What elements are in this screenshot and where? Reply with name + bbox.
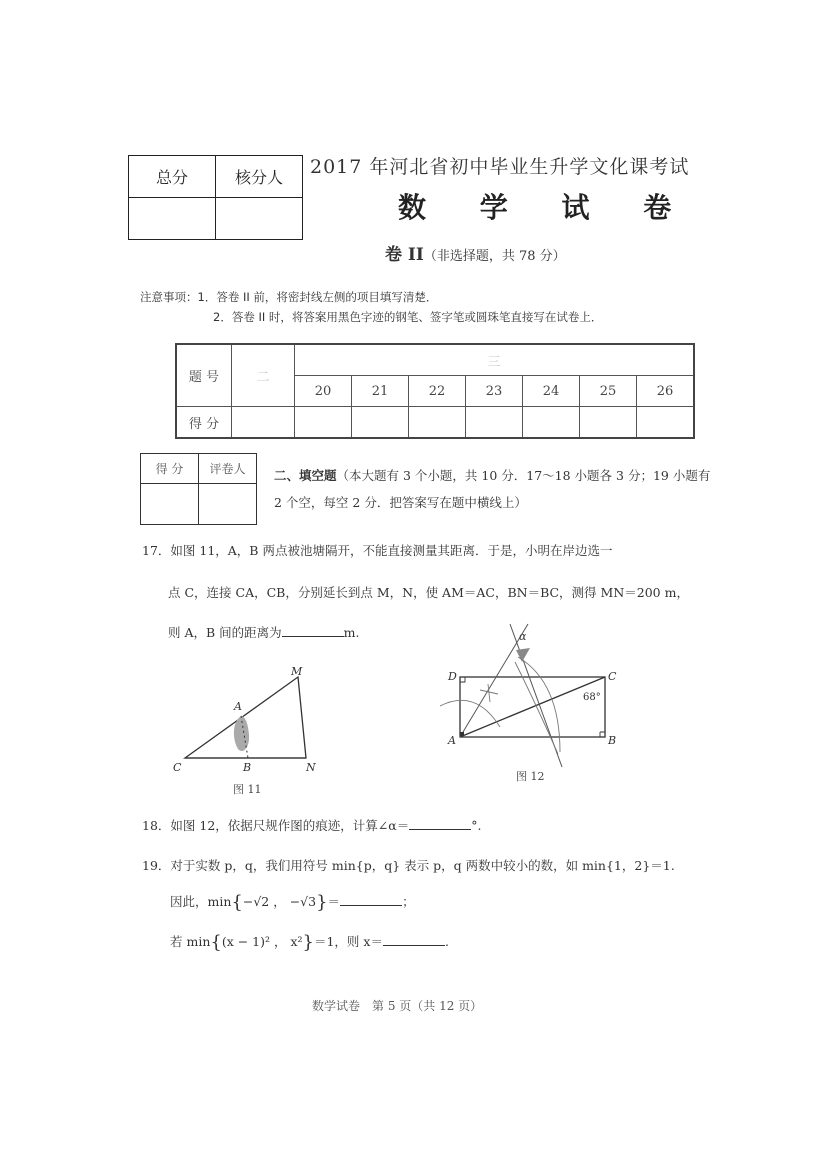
total-score-cell[interactable] bbox=[129, 198, 216, 240]
figure-11-caption: 图 11 bbox=[233, 783, 262, 796]
q18-unit: °. bbox=[471, 818, 482, 833]
arc-1 bbox=[515, 662, 558, 754]
section-score-box bbox=[140, 453, 257, 525]
section-two-desc: （本大题有 3 个小题，共 10 分．17～18 小题各 3 分；19 小题有 2 个空，每空 2 分．把答案写在题中横线上） bbox=[274, 468, 711, 510]
right-brace: } bbox=[316, 892, 328, 913]
label-a: A bbox=[448, 734, 456, 747]
q18-prompt: 18．如图 12，依据尺规作图的痕迹，计算∠α＝ bbox=[142, 818, 410, 833]
q19-line3-prefix: 若 min bbox=[170, 934, 211, 949]
q19-answer-blank-1[interactable] bbox=[340, 893, 402, 906]
right-brace: } bbox=[302, 932, 314, 953]
score-cell[interactable] bbox=[295, 407, 352, 439]
right-angle-a bbox=[460, 732, 464, 736]
q19-line3-content: (x − 1)² ， x² bbox=[221, 934, 303, 949]
notice bbox=[140, 287, 602, 327]
figure-12-caption: 图 12 bbox=[516, 770, 545, 783]
grader-header: 评卷人 bbox=[199, 454, 257, 484]
exam-title: 2017 年河北省初中毕业生升学文化课考试 bbox=[310, 156, 690, 178]
label-n: N bbox=[306, 761, 316, 774]
q18-answer-blank[interactable] bbox=[409, 817, 471, 830]
section-score-cell[interactable] bbox=[141, 484, 199, 525]
total-score-box bbox=[128, 155, 303, 240]
paper-note: （非选择题，共 78 分） bbox=[423, 249, 566, 264]
question-number: 26 bbox=[637, 376, 695, 407]
q19-line3-end: . bbox=[444, 934, 449, 949]
bisector-line bbox=[460, 624, 528, 737]
label-c: C bbox=[173, 761, 182, 774]
grade-table bbox=[175, 343, 695, 439]
figure-11 bbox=[165, 663, 345, 798]
q19-line2-prefix: 因此，min bbox=[170, 894, 232, 909]
label-b: B bbox=[608, 734, 617, 747]
left-brace: { bbox=[231, 892, 243, 913]
checker-header: 核分人 bbox=[216, 156, 303, 198]
label-b: B bbox=[243, 761, 252, 774]
score-cell[interactable] bbox=[580, 407, 637, 439]
total-score-header: 总分 bbox=[129, 156, 216, 198]
q19-answer-blank-2[interactable] bbox=[383, 933, 445, 946]
arc-3 bbox=[440, 700, 500, 727]
question-number-header: 题 号 bbox=[176, 344, 232, 407]
q19-line2-end: ； bbox=[402, 894, 415, 909]
question-number: 24 bbox=[523, 376, 580, 407]
paper-label: 卷 II bbox=[385, 245, 424, 265]
section-two-title: 二、填空题 bbox=[274, 468, 337, 483]
question-number: 25 bbox=[580, 376, 637, 407]
notice-item-1: 1．答卷 II 前，将密封线左侧的项目填写清楚． bbox=[197, 290, 438, 304]
q19-line2 bbox=[170, 892, 415, 913]
score-cell[interactable] bbox=[232, 407, 295, 439]
label-a: A bbox=[234, 700, 242, 713]
q17-prompt: 则 A，B 间的距离为 bbox=[168, 625, 282, 640]
subject-title: 数 学 试 卷 bbox=[398, 191, 694, 224]
score-cell[interactable] bbox=[523, 407, 580, 439]
label-c: C bbox=[608, 670, 617, 683]
page-footer: 数学试卷 第 5 页（共 12 页） bbox=[312, 999, 483, 1013]
label-alpha: α bbox=[519, 630, 527, 643]
q19-line3-equals: ＝1，则 x＝ bbox=[313, 934, 383, 949]
q17-line3 bbox=[168, 623, 360, 641]
section-three-header: 三 bbox=[295, 344, 695, 376]
score-cell[interactable] bbox=[352, 407, 409, 439]
label-d: D bbox=[448, 670, 457, 683]
score-cell[interactable] bbox=[637, 407, 695, 439]
notice-item-2: 2．答卷 II 时，将答案用黑色字迹的钢笔、签字笔或圆珠笔直接写在试卷上． bbox=[213, 310, 603, 324]
checker-cell[interactable] bbox=[216, 198, 303, 240]
score-row-header: 得 分 bbox=[176, 407, 232, 439]
figure-12 bbox=[440, 622, 625, 787]
q19-line1: 19．对于实数 p，q，我们用符号 min{p，q} 表示 p，q 两数中较小的数，如 min{1，2}＝1. bbox=[142, 858, 675, 873]
q19-line2-equals: ＝ bbox=[327, 894, 341, 909]
section-two-intro bbox=[274, 462, 719, 516]
label-68-degrees: 68° bbox=[583, 692, 601, 703]
grader-cell[interactable] bbox=[199, 484, 257, 525]
paper-subtitle bbox=[385, 240, 566, 265]
q17-line2: 点 C，连接 CA，CB，分别延长到点 M，N，使 AM＝AC，BN＝BC，测得 MN＝200 m， bbox=[168, 585, 689, 600]
score-header: 得 分 bbox=[141, 454, 199, 484]
q19-line2-content: −√2 ， −√3 bbox=[242, 894, 317, 909]
question-number: 20 bbox=[295, 376, 352, 407]
q17-line1: 17．如图 11，A，B 两点被池塘隔开，不能直接测量其距离．于是，小明在岸边选一 bbox=[142, 543, 613, 558]
score-cell[interactable] bbox=[466, 407, 523, 439]
q19-line3 bbox=[170, 932, 449, 953]
score-cell[interactable] bbox=[409, 407, 466, 439]
q17-unit: m. bbox=[343, 625, 360, 640]
q18 bbox=[142, 816, 481, 834]
question-number: 23 bbox=[466, 376, 523, 407]
section-two-header: 二 bbox=[232, 344, 295, 407]
q17-answer-blank[interactable] bbox=[282, 624, 344, 637]
left-brace: { bbox=[210, 932, 222, 953]
question-number: 22 bbox=[409, 376, 466, 407]
notice-label: 注意事项： bbox=[140, 290, 198, 304]
label-m: M bbox=[291, 665, 303, 678]
question-number: 21 bbox=[352, 376, 409, 407]
